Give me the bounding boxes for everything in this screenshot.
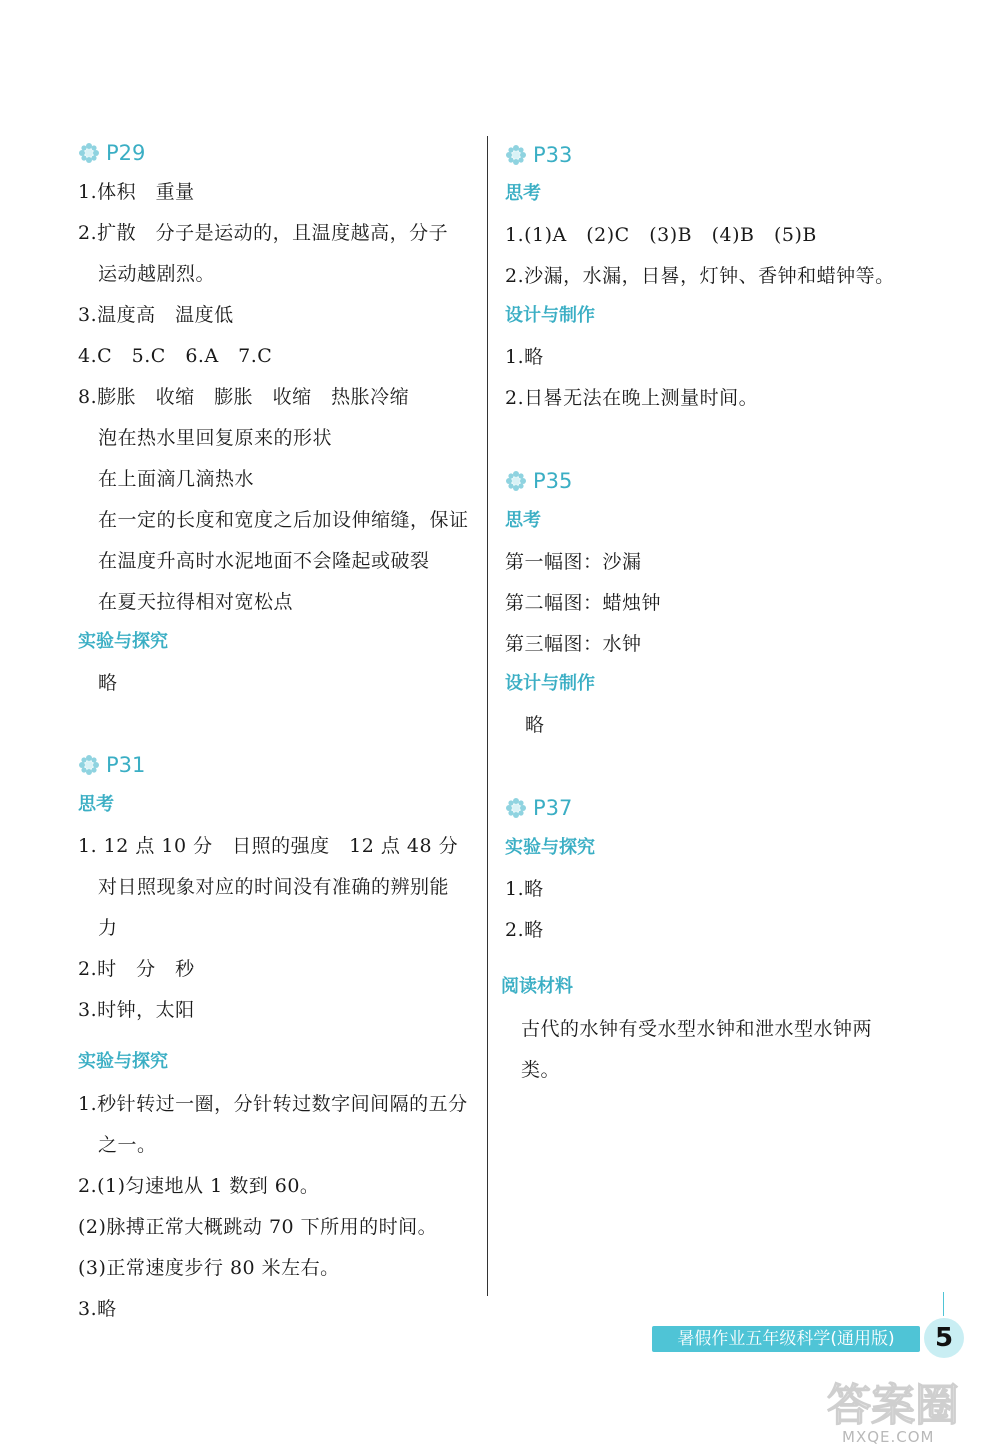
answer-line: 8.膨胀 收缩 膨胀 收缩 热胀冷缩 (78, 386, 410, 408)
watermark-url: MXQE.COM (842, 1428, 935, 1446)
flower-icon (78, 142, 100, 164)
answer-line: 3.温度高 温度低 (78, 304, 234, 326)
answer-line: 2.时 分 秒 (78, 958, 195, 980)
flower-icon (505, 470, 527, 492)
watermark-logo-text: 答案圈 (827, 1380, 959, 1431)
flower-icon (505, 797, 527, 819)
answer-line: 第二幅图：蜡烛钟 (505, 592, 662, 614)
answer-line: 运动越剧烈。 (98, 263, 216, 285)
section-title: P37 (533, 796, 573, 820)
section-title: P31 (106, 753, 146, 777)
answer-line: 1.秒针转过一圈，分针转过数字间间隔的五分 (78, 1093, 468, 1115)
answer-line: 1.略 (505, 878, 544, 900)
subheading: 实验与探究 (78, 631, 168, 652)
subheading: 思考 (505, 183, 541, 204)
subheading: 思考 (78, 794, 114, 815)
subheading: 设计与制作 (505, 305, 595, 326)
answer-line: 2.沙漏，水漏，日晷，灯钟、香钟和蜡钟等。 (505, 265, 895, 287)
section-heading-p35 (505, 468, 572, 494)
subheading: 阅读材料 (501, 976, 573, 997)
section-heading-p31 (78, 752, 145, 778)
answer-line: 1. 12 点 10 分 日照的强度 12 点 48 分 (78, 835, 459, 857)
answer-line: 泡在热水里回复原来的形状 (98, 427, 333, 449)
subheading: 实验与探究 (505, 837, 595, 858)
subheading: 设计与制作 (505, 673, 595, 694)
answer-line: 在温度升高时水泥地面不会隆起或破裂 (98, 550, 430, 572)
section-title: P29 (106, 141, 146, 165)
section-heading-p33 (505, 142, 572, 168)
answer-line: 3.略 (78, 1298, 117, 1320)
answer-line: 类。 (521, 1059, 561, 1081)
column-divider (487, 136, 488, 1296)
answer-line: 在上面滴几滴热水 (98, 468, 255, 490)
answer-line: 第一幅图：沙漏 (505, 551, 642, 573)
page-number: 5 (924, 1318, 964, 1358)
section-heading-p37 (505, 795, 572, 821)
answer-line: (2)脉搏正常大概跳动 70 下所用的时间。 (78, 1216, 438, 1238)
answer-line: 2.扩散 分子是运动的，且温度越高，分子 (78, 222, 449, 244)
answer-line: 之一。 (98, 1134, 157, 1156)
section-heading-p29 (78, 140, 145, 166)
answer-line: 第三幅图：水钟 (505, 633, 642, 655)
section-title: P35 (533, 469, 573, 493)
answer-line: 2.略 (505, 919, 544, 941)
subheading: 思考 (505, 510, 541, 531)
answer-line: 1.体积 重量 (78, 181, 195, 203)
answer-line: 略 (98, 672, 118, 694)
answer-line: (3)正常速度步行 80 米左右。 (78, 1257, 340, 1279)
answer-line: 略 (525, 714, 545, 736)
answer-line: 力 (98, 917, 118, 939)
answer-line: 3.时钟，太阳 (78, 999, 195, 1021)
flower-icon (505, 144, 527, 166)
flower-icon (78, 754, 100, 776)
answer-line: 1.(1)A (2)C (3)B (4)B (5)B (505, 224, 817, 246)
subheading: 实验与探究 (78, 1051, 168, 1072)
answer-line: 古代的水钟有受水型水钟和泄水型水钟两 (521, 1018, 873, 1040)
answer-line: 1.略 (505, 346, 544, 368)
footer-tick (943, 1292, 944, 1316)
book-title-bar: 暑假作业五年级科学(通用版) (652, 1326, 920, 1352)
answer-line: 2.日晷无法在晚上测量时间。 (505, 387, 759, 409)
answer-line: 对日照现象对应的时间没有准确的辨别能 (98, 876, 450, 898)
answer-line: 2.(1)匀速地从 1 数到 60。 (78, 1175, 320, 1197)
answer-line: 在夏天拉得相对宽松点 (98, 591, 294, 613)
section-title: P33 (533, 143, 573, 167)
answer-line: 在一定的长度和宽度之后加设伸缩缝，保证 (98, 509, 469, 531)
answer-line: 4.C 5.C 6.A 7.C (78, 345, 273, 367)
